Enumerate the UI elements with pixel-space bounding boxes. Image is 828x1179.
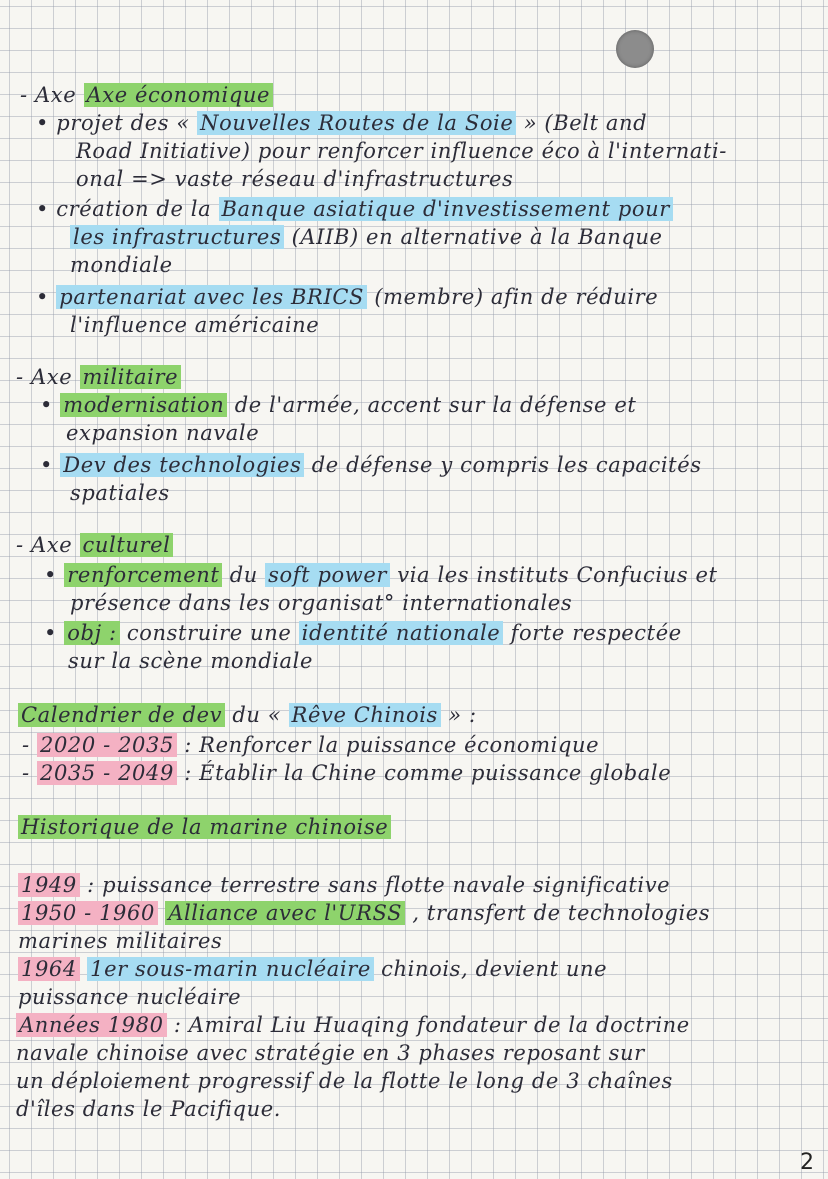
text: de défense y compris les capacités (311, 453, 702, 477)
highlight-blue: Dev des technologies (60, 453, 304, 477)
highlight-blue: Banque asiatique d'investissement pour (219, 197, 673, 221)
eco-bullet-2-line-2 (70, 224, 663, 250)
highlight-green: modernisation (60, 393, 227, 417)
text: création de la (56, 197, 212, 221)
mil-bullet-1 (40, 392, 636, 418)
historique-1980-line-2: navale chinoise avec stratégie en 3 phases reposant sur (16, 1041, 645, 1065)
text: du (229, 563, 258, 587)
highlight-blue: 1er sous-marin nucléaire (87, 957, 374, 981)
text: : puissance terrestre sans flotte navale significative (87, 873, 671, 897)
highlight-pink: 1950 - 1960 (18, 901, 158, 925)
bullet-icon: • (36, 197, 49, 221)
highlight-green: Historique de la marine chinoise (18, 815, 391, 839)
highlight-pink: 1949 (18, 873, 80, 897)
highlight-green: Alliance avec l'URSS (165, 901, 405, 925)
bullet-icon: • (44, 563, 57, 587)
text: » (Belt and (523, 111, 648, 135)
bullet-icon: • (44, 621, 57, 645)
mil-bullet-2 (40, 452, 702, 478)
page-number: 2 (800, 1150, 814, 1175)
highlight-pink: 2020 - 2035 (37, 733, 177, 757)
text: chinois, devient une (381, 957, 608, 981)
calendrier-row-2 (22, 760, 671, 786)
dash: - (16, 533, 24, 557)
highlight-green: Calendrier de dev (18, 703, 225, 727)
mil-heading (16, 364, 181, 390)
dash: - (20, 83, 28, 107)
text: via les instituts Confucius et (397, 563, 718, 587)
highlight-pink: 1964 (18, 957, 80, 981)
axe-word: Axe (30, 365, 73, 389)
historique-1980 (16, 1012, 690, 1038)
text: (membre) afin de réduire (374, 285, 659, 309)
text: (AIIB) en alternative à la Banque (291, 225, 663, 249)
historique-1964 (18, 956, 607, 982)
text: projet des « (56, 111, 190, 135)
eco-bullet-1 (36, 110, 647, 136)
bullet-icon: • (40, 393, 53, 417)
text: : Amiral Liu Huaqing fondateur de la doctrine (173, 1013, 690, 1037)
calendrier-heading (18, 702, 477, 728)
dash: - (16, 365, 24, 389)
eco-title: Axe économique (84, 83, 274, 107)
axe-word: Axe (34, 83, 77, 107)
cul-bullet-1 (44, 562, 718, 588)
text: construire une (126, 621, 292, 645)
mil-title: militaire (80, 365, 182, 389)
cul-bullet-2 (44, 620, 682, 646)
historique-1980-line-4: d'îles dans le Pacifique. (16, 1097, 282, 1121)
historique-1980-line-3: un déploiement progressif de la flotte le long de 3 chaînes (16, 1069, 673, 1093)
highlight-pink: Années 1980 (16, 1013, 167, 1037)
eco-bullet-2 (36, 196, 673, 222)
text: de l'armée, accent sur la défense et (234, 393, 637, 417)
bullet-icon: • (40, 453, 53, 477)
dash: - (22, 733, 30, 757)
eco-bullet-2-line-3: mondiale (70, 253, 173, 277)
cul-bullet-1-line-2: présence dans les organisat° internationales (70, 591, 573, 615)
historique-heading (18, 814, 391, 840)
highlight-blue: identité nationale (299, 621, 504, 645)
highlight-green: obj : (64, 621, 119, 645)
text: , transfert de technologies (412, 901, 711, 925)
eco-bullet-3 (36, 284, 658, 310)
text: » : (448, 703, 477, 727)
mil-bullet-1-line-2: expansion navale (66, 421, 260, 445)
text: forte respectée (510, 621, 682, 645)
highlight-green: renforcement (64, 563, 222, 587)
eco-bullet-1-line-3: onal => vaste réseau d'infrastructures (76, 167, 514, 191)
text: : Renforcer la puissance économique (184, 733, 600, 757)
bullet-icon: • (36, 111, 49, 135)
eco-bullet-1-line-2: Road Initiative) pour renforcer influence éco à l'internati- (76, 139, 727, 163)
mil-bullet-2-line-2: spatiales (70, 481, 170, 505)
highlight-blue: Rêve Chinois (289, 703, 441, 727)
highlight-blue: les infrastructures (70, 225, 284, 249)
eco-bullet-3-line-2: l'influence américaine (70, 313, 320, 337)
dash: - (22, 761, 30, 785)
cul-title: culturel (80, 533, 174, 557)
cul-bullet-2-line-2: sur la scène mondiale (68, 649, 314, 673)
highlight-blue: partenariat avec les BRICS (56, 285, 367, 309)
historique-1964-line-2: puissance nucléaire (18, 985, 242, 1009)
text: : Établir la Chine comme puissance globale (184, 761, 672, 785)
highlight-blue: soft power (265, 563, 390, 587)
eco-heading (20, 82, 273, 108)
text: du « (232, 703, 282, 727)
cul-heading (16, 532, 173, 558)
highlight-pink: 2035 - 2049 (37, 761, 177, 785)
bullet-icon: • (36, 285, 49, 309)
calendrier-row-1 (22, 732, 599, 758)
historique-1949 (18, 872, 670, 898)
axe-word: Axe (30, 533, 73, 557)
historique-1950-line-2: marines militaires (18, 929, 223, 953)
highlight-blue: Nouvelles Routes de la Soie (197, 111, 516, 135)
historique-1950 (18, 900, 710, 926)
